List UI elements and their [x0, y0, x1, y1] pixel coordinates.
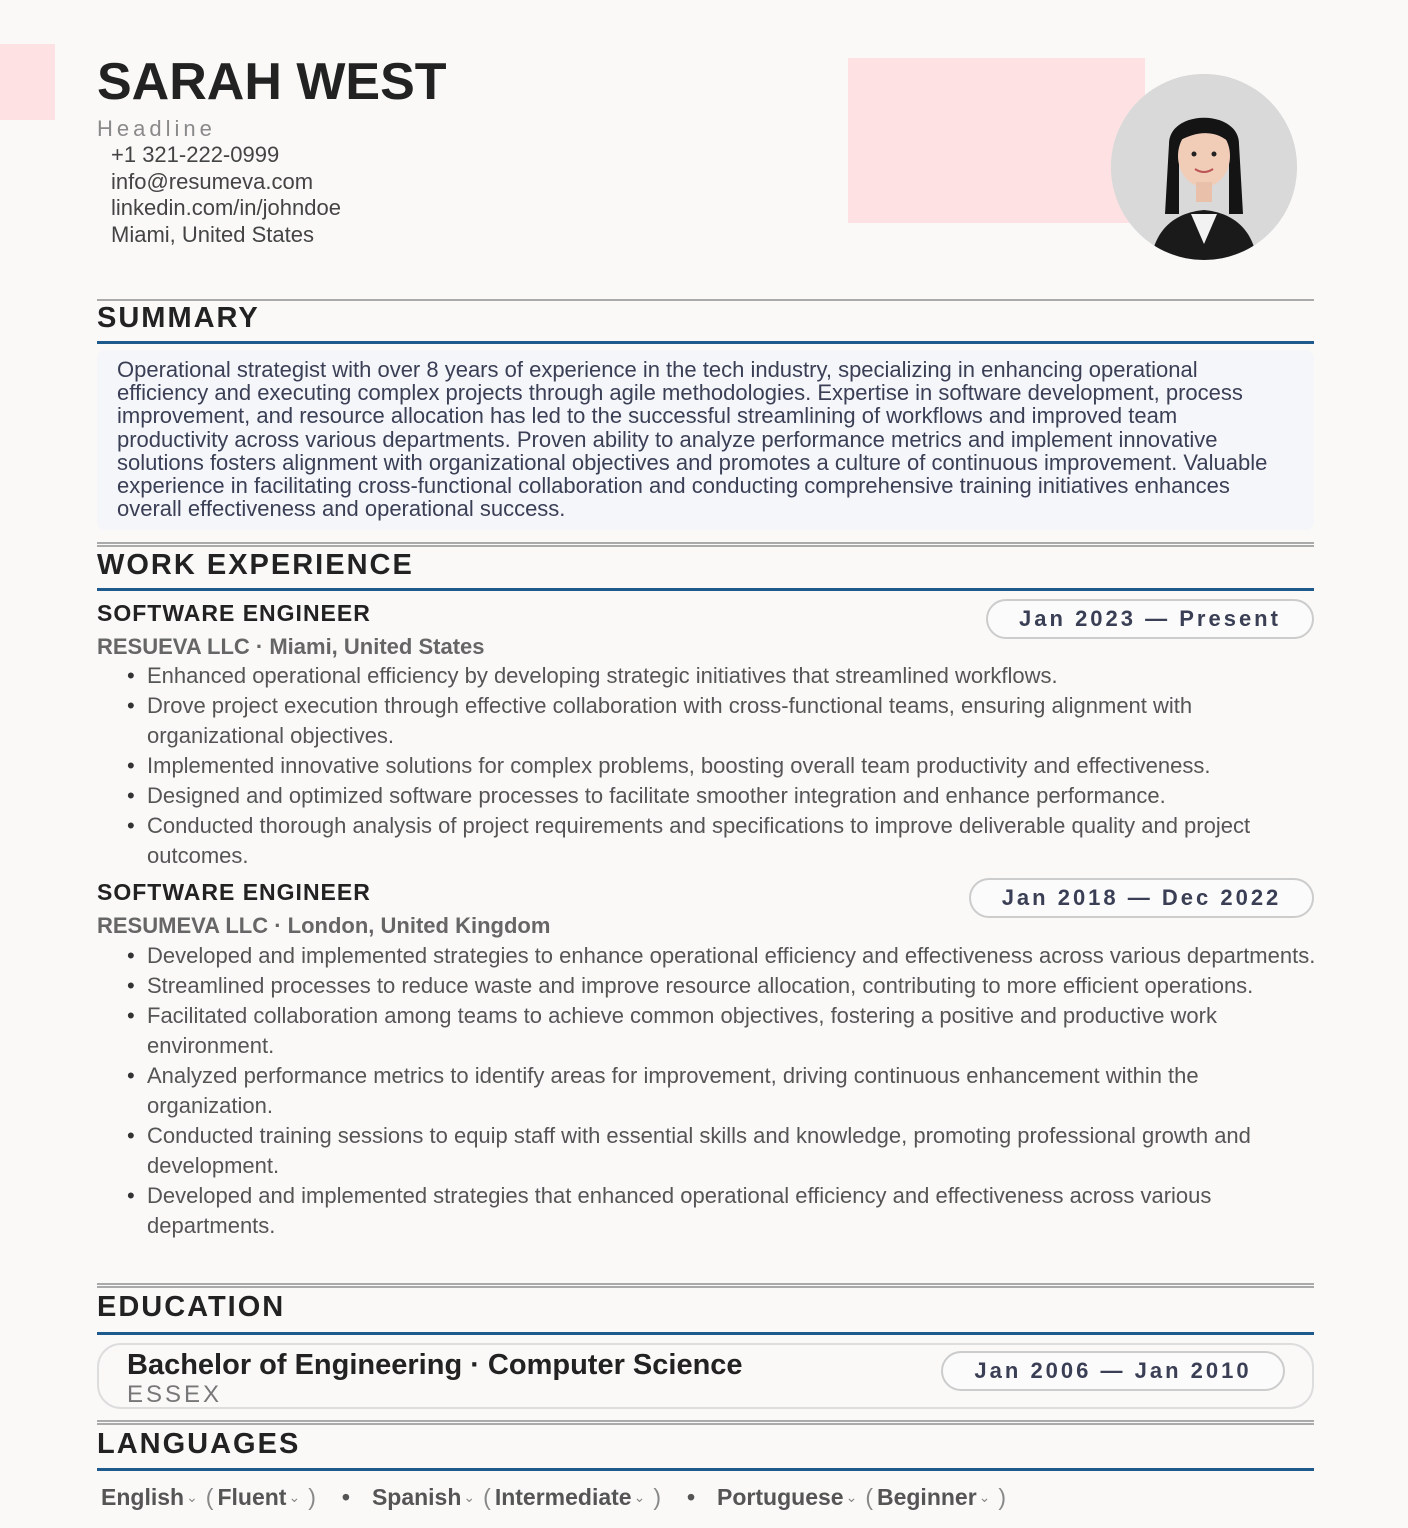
job-bullets [127, 661, 1317, 871]
paren-open: ( [483, 1484, 491, 1510]
section-underline [97, 341, 1314, 344]
languages-heading: LANGUAGES [97, 1428, 301, 1460]
candidate-name: SARAH WEST [97, 53, 447, 111]
job-company[interactable]: RESUMEVA LLC · London, United Kingdom [97, 913, 551, 938]
language-name[interactable]: English [101, 1484, 185, 1510]
summary-text[interactable]: Operational strategist with over 8 years of experience in the tech industry, specializing in enhancing operational efficiency and executing complex projects through agile methodologies. Expertise in software development, process improvement, and resource allocation has led to the successful streamlining of workflows and improved team productivity across various departments. Proven ability to analyze performance metrics and implement innovative solutions fosters alignment with organizational objectives and promotes a culture of continuous improvement. Valuable experience in facilitating cross-functional collaboration and conducting comprehensive training initiatives enhances overall effectiveness and operational success. [97, 350, 1314, 530]
list-item[interactable]: • Analyzed performance metrics to identify areas for improvement, driving continuous enhancement within the organization. [127, 1061, 1317, 1121]
resume-header [97, 52, 447, 248]
list-item[interactable]: • Implemented innovative solutions for complex problems, boosting overall team productivity and effectiveness. [127, 751, 1317, 781]
language-level[interactable]: Beginner [876, 1484, 977, 1510]
job-dates[interactable]: Jan 2018 — Dec 2022 [969, 878, 1314, 918]
chevron-down-icon[interactable]: ⌄ [978, 1489, 991, 1505]
list-item[interactable]: • Drove project execution through effective collaboration with cross-functional teams, ensuring alignment with organizational objectives. [127, 691, 1317, 751]
contact-email[interactable]: info@resumeva.com [111, 168, 314, 194]
section-underline [97, 1468, 1314, 1471]
language-item [101, 1484, 320, 1511]
chevron-down-icon[interactable]: ⌄ [186, 1489, 198, 1505]
list-item[interactable]: • Conducted thorough analysis of project requirements and specifications to improve deliverable quality and project outcomes. [127, 811, 1317, 871]
languages-list [101, 1484, 1010, 1511]
education-degree[interactable]: Bachelor of Engineering · Computer Science [127, 1349, 743, 1381]
profile-photo-image [1111, 74, 1297, 260]
chevron-down-icon[interactable]: ⌄ [845, 1489, 858, 1505]
job-company[interactable]: RESUEVA LLC · Miami, United States [97, 634, 485, 659]
paren-open: ( [205, 1484, 214, 1510]
contact-location[interactable]: Miami, United States [111, 221, 314, 247]
education-school[interactable]: ESSEX [127, 1381, 223, 1408]
paren-close: ) [308, 1484, 316, 1510]
language-level[interactable]: Intermediate [494, 1484, 632, 1510]
language-name[interactable]: Portuguese [717, 1484, 844, 1510]
list-item[interactable]: • Enhanced operational efficiency by developing strategic initiatives that streamlined workflows. [127, 661, 1317, 691]
summary-heading: SUMMARY [97, 302, 260, 334]
chevron-down-icon[interactable]: ⌄ [463, 1489, 476, 1505]
headline[interactable]: Headline [97, 116, 216, 141]
section-divider [97, 299, 1314, 301]
section-underline [97, 1332, 1314, 1335]
paren-close: ) [653, 1484, 661, 1510]
profile-photo[interactable] [1111, 74, 1297, 260]
section-divider [97, 1283, 1314, 1288]
paren-close: ) [998, 1484, 1007, 1510]
contact-phone[interactable]: +1 321-222-0999 [111, 142, 280, 167]
list-item[interactable]: • Streamlined processes to reduce waste and improve resource allocation, contributing to more efficient operations. [127, 971, 1317, 1001]
work-experience-heading: WORK EXPERIENCE [97, 549, 414, 581]
decorative-pink-tab [0, 44, 55, 120]
job-dates[interactable]: Jan 2023 — Present [986, 599, 1314, 639]
language-item [372, 1484, 665, 1511]
separator-dot: • [686, 1484, 696, 1510]
section-divider [97, 542, 1314, 547]
list-item[interactable]: • Conducted training sessions to equip staff with essential skills and knowledge, promoting professional growth and development. [127, 1121, 1317, 1181]
language-name[interactable]: Spanish [371, 1484, 462, 1510]
job-title[interactable]: SOFTWARE ENGINEER [97, 600, 371, 626]
job-bullets [127, 941, 1317, 1241]
education-heading: EDUCATION [97, 1291, 286, 1323]
education-dates[interactable]: Jan 2006 — Jan 2010 [941, 1351, 1285, 1391]
decorative-pink-block [848, 58, 1145, 223]
language-item [717, 1484, 1010, 1511]
chevron-down-icon[interactable]: ⌄ [633, 1489, 646, 1505]
separator-dot: • [341, 1484, 350, 1510]
chevron-down-icon[interactable]: ⌄ [288, 1489, 301, 1505]
section-underline [97, 588, 1314, 591]
contact-linkedin[interactable]: linkedin.com/in/johndoe [111, 195, 341, 220]
list-item[interactable]: • Developed and implemented strategies that enhanced operational efficiency and effectiveness across various departments. [127, 1181, 1317, 1241]
language-level[interactable]: Fluent [217, 1484, 287, 1510]
list-item[interactable]: • Developed and implemented strategies to enhance operational efficiency and effectiveness across various departments. [127, 941, 1317, 971]
paren-open: ( [865, 1484, 873, 1510]
job-title[interactable]: SOFTWARE ENGINEER [97, 879, 371, 905]
list-item[interactable]: • Designed and optimized software processes to facilitate smoother integration and enhance performance. [127, 781, 1317, 811]
section-divider [97, 1420, 1314, 1425]
list-item[interactable]: • Facilitated collaboration among teams to achieve common objectives, fostering a positive and productive work environment. [127, 1001, 1317, 1061]
